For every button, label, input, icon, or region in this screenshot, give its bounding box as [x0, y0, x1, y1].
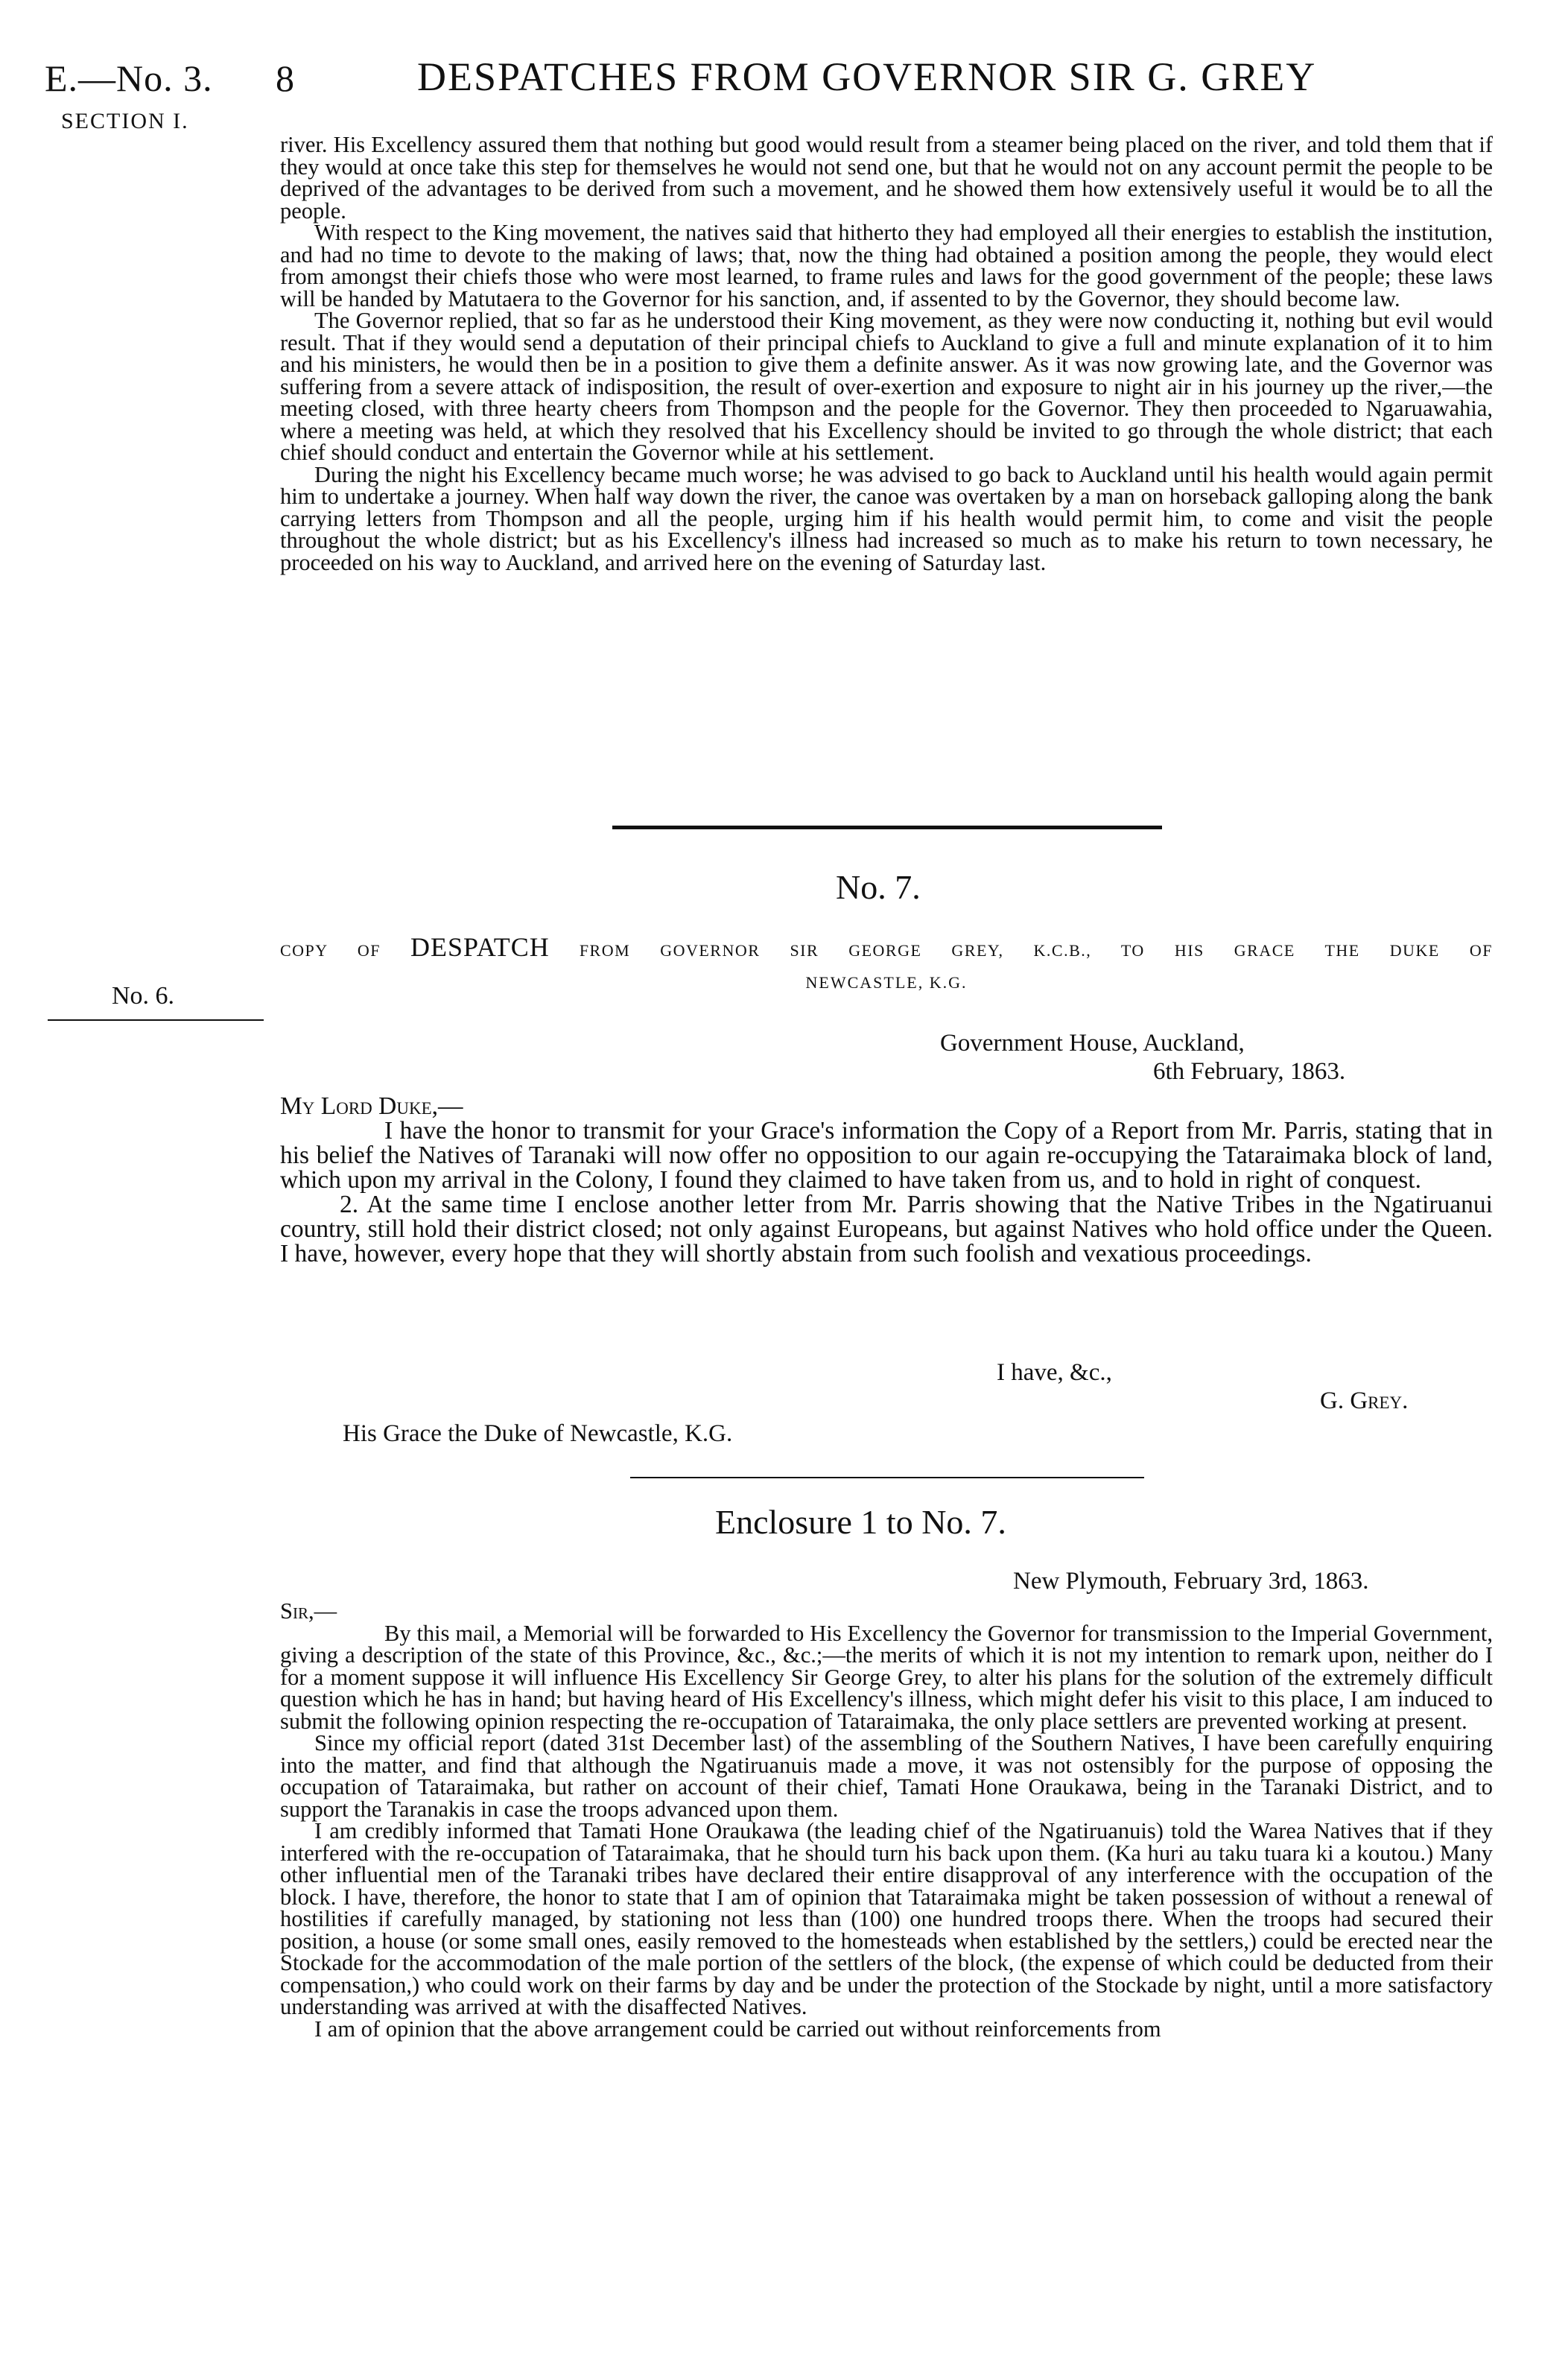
despatch-date: 6th February, 1863. — [1153, 1058, 1346, 1085]
section-divider — [612, 826, 1162, 829]
despatch-paragraph: 2. At the same time I enclose another letter from Mr. Parris showing that the Native Tribes in the Ngatiruanui country, still hold their district closed; not only against Europeans, but against Natives who hold office under the Queen. I have, however, every hope that they will shortly abstain from such foolish and vexatious proceedings. — [280, 1191, 1493, 1267]
intro-paragraph: river. His Excellency assured them that nothing but good would result from a steamer being placed on the river, and told them that if they would at once take this step for themselves he would not send one, but that he would not on any account permit the people to be deprived of the advantages to be derived from such a movement, and he showed them how extensively useful it would be to all the people. — [280, 132, 1493, 224]
section-label: SECTION I. — [61, 109, 189, 133]
despatch-number-heading: No. 7. — [836, 868, 921, 906]
despatch-paragraph: I have the honor to transmit for your Grace's information the Copy of a Report from Mr. Parris, stating that in his belief the Natives of Taranaki will now offer no opposition to our again re-occupying the Tataraimaka block of land, which upon my arrival in the Colony, I found they claimed to have taken from us, and to hold in right of conquest. — [280, 1117, 1493, 1194]
enclosure-date: New Plymouth, February 3rd, 1863. — [1013, 1568, 1369, 1595]
page-title: DESPATCHES FROM GOVERNOR SIR G. GREY — [417, 54, 1317, 99]
intro-text — [280, 134, 1493, 574]
despatch-body — [280, 1094, 1493, 1266]
despatch-caption-line2: NEWCASTLE, K.G. — [805, 973, 968, 992]
intro-paragraph: The Governor replied, that so far as he understood their King movement, as they were now conducting it, nothing but evil would result. That if they would send a deputation of their principal chiefs to Auckland to give a full and minute explanation of it to him and his ministers, he would then be in a position to give them a definite answer. As it was now growing late, and the Governor was suffering from a severe attack of indisposition, the result of over-exertion and exposure to night air in his journey up the river,—the meeting closed, with three hearty cheers from Thompson and the people for the Governor. They then proceeded to Ngaruawahia, where a meeting was held, at which they resolved that his Excellency should be invited to go through the whole district; that each chief should conduct and entertain the Governor while at his settlement. — [280, 308, 1493, 465]
despatch-caption — [280, 932, 1494, 962]
despatch-addressee: His Grace the Duke of Newcastle, K.G. — [343, 1420, 733, 1447]
margin-reference: No. 6. — [112, 982, 175, 1010]
document-code: E.—No. 3. — [45, 57, 213, 99]
despatch-closing: I have, &c., — [997, 1359, 1112, 1386]
caption-despatch-word: DESPATCH — [410, 932, 550, 962]
despatch-salutation: My Lord Duke,— — [280, 1092, 463, 1120]
despatch-signature: G. Grey. — [1320, 1387, 1409, 1414]
enclosure-paragraph: By this mail, a Memorial will be forwarded to His Excellency the Governor for transmission to the Imperial Government, giving a description of the state of this Province, &c., &c.;—the merits of which it is not my intention to remark upon, neither do I for a moment suppose it will influence His Excellency Sir George Grey, to alter his plans for the solution of the extremely difficult question which he has in hand; but having heard of His Excellency's illness, which might defer his visit to this place, I am induced to submit the following opinion respecting the re-occupation of Tataraimaka, the only place settlers are prevented working at present. — [280, 1620, 1493, 1734]
enclosure-divider — [630, 1477, 1144, 1478]
intro-paragraph: With respect to the King movement, the natives said that hitherto they had employed all their energies to establish the institution, and had no time to devote to the making of laws; that, now the thing had obtained a position among the people, they would elect from amongst their chiefs those who were most learned, to frame rules and laws for the good government of the people; these laws will be handed by Matutaera to the Governor for his sanction, and, if assented to by the Governor, they should become law. — [280, 220, 1493, 311]
page-number: 8 — [276, 57, 294, 99]
enclosure-paragraph: I am credibly informed that Tamati Hone Oraukawa (the leading chief of the Ngatiruanuis) told the Warea Natives that if they interfered with the re-occupation of Tataraimaka, that he should turn his back upon them. (Ka huri au taku tuara ki a koutou.) Many other influential men of the Taranaki tribes have declared their entire disapproval of any interference with the occupation of the block. I have, therefore, the honor to state that I am of opinion that Tataraimaka might be taken possession of without a renewal of hostilities if carefully managed, by stationing not less than (100) one hundred troops there. When the troops had secured their position, a house (or some small ones, easily removed to the homesteads when established by the settlers,) could be erected near the Stockade for the accommodation of the male portion of the settlers of the block, (the expense of which could be deducted from their compensation,) who could work on their farms by day and be under the protection of the Stockade by night, until a more satisfactory understanding was arrived at with the disaffected Natives. — [280, 1818, 1493, 2019]
margin-rule — [48, 1019, 264, 1021]
intro-paragraph: During the night his Excellency became much worse; he was advised to go back to Auckland until his health would again permit him to undertake a journey. When half way down the river, the canoe was overtaken by a man on horseback galloping along the bank carrying letters from Thompson and all the people, urging him if his health would permit him, to come and visit the people throughout the whole district; but as his Excellency's illness had increased so much as to make his return to town necessary, he proceeded on his way to Auckland, and arrived here on the evening of Saturday last. — [280, 461, 1493, 575]
enclosure-paragraph: I am of opinion that the above arrangement could be carried out without reinforcements from — [314, 2016, 1161, 2042]
despatch-address-line1: Government House, Auckland, — [940, 1030, 1245, 1057]
enclosure-body — [280, 1598, 1493, 2042]
enclosure-salutation: Sir,— — [280, 1598, 337, 1624]
enclosure-paragraph: Since my official report (dated 31st December last) of the assembling of the Southern Natives, I have been carefully enquiring into the matter, and find that although the Ngatiruanuis made a move, it was not ostensibly for the purpose of opposing the occupation of Tataraimaka, but rather on account of their chief, Tamati Hone Oraukawa, being in the Taranaki District, and to support the Taranakis in case the troops advanced upon them. — [280, 1730, 1493, 1822]
caption-prefix: COPY OF — [280, 941, 381, 960]
caption-suffix: FROM GOVERNOR SIR GEORGE GREY, K.C.B., TO HIS GRACE THE DUKE OF — [579, 941, 1494, 960]
enclosure-heading: Enclosure 1 to No. 7. — [715, 1503, 1006, 1541]
